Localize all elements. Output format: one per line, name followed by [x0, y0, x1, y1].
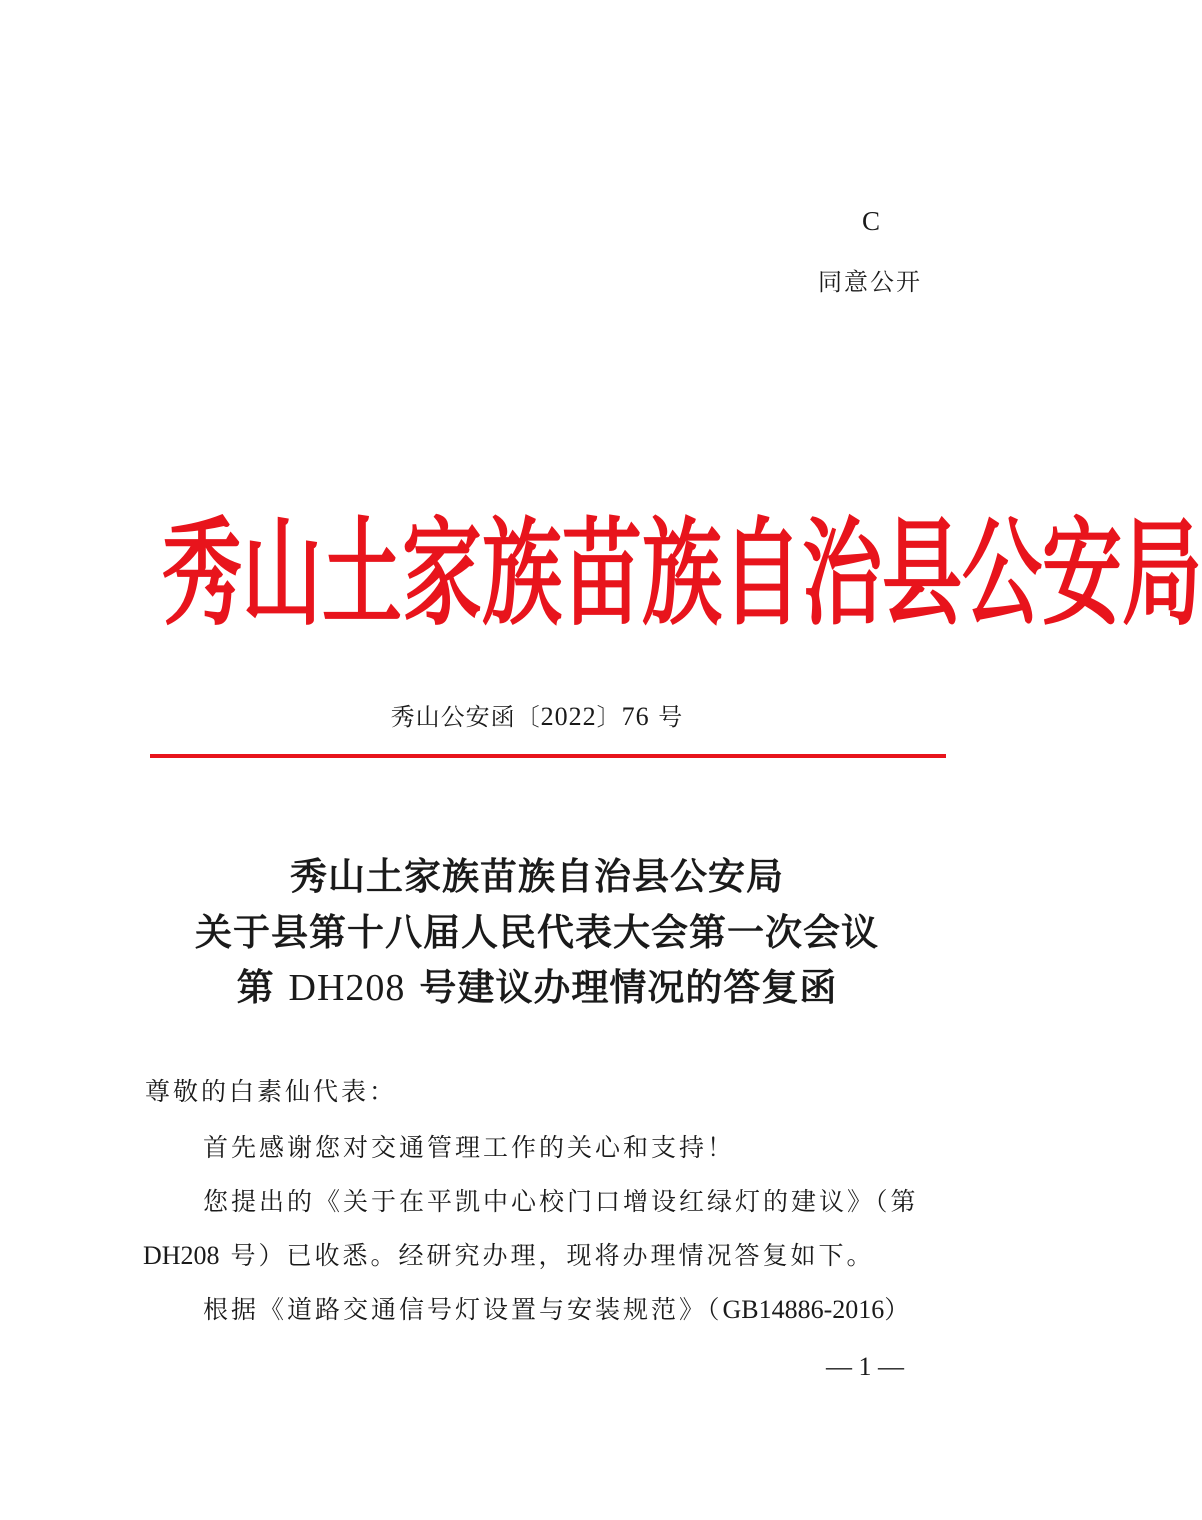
- org-title-char: 秀: [162, 505, 242, 641]
- document-level-mark: C: [862, 206, 881, 236]
- disclosure-status: 同意公开: [818, 268, 922, 296]
- red-divider-line: [150, 754, 946, 758]
- letter-heading-line-3: [0, 957, 1074, 1011]
- doc-number-year: 2022: [540, 702, 597, 731]
- p2-line2-text: 号）已收悉。经研究办理，现将办理情况答复如下。: [219, 1241, 875, 1270]
- standard-code: GB14886-2016: [722, 1295, 885, 1324]
- letter-heading-line-1: 秀山土家族苗族自治县公安局: [290, 854, 784, 898]
- org-title-char: 山: [242, 505, 322, 641]
- page-number: — 1 —: [826, 1352, 904, 1381]
- org-title-char: 族: [482, 505, 562, 641]
- p3-suffix: ）: [884, 1295, 913, 1324]
- letter-heading-line-2: 关于县第十八届人民代表大会第一次会议: [195, 910, 879, 954]
- doc-number-prefix: 秀山公安函〔: [390, 703, 541, 731]
- org-title-char: 自: [722, 505, 802, 641]
- doc-number-value: 76: [621, 702, 650, 731]
- heading-3-prefix: 第: [236, 965, 289, 1009]
- body-paragraph-1: 首先感谢您对交通管理工作的关心和支持！: [203, 1133, 736, 1162]
- org-title-char: 土: [322, 505, 402, 641]
- p3-prefix: 根据《道路交通信号灯设置与安装规范》（: [203, 1295, 723, 1324]
- org-title-char: 局: [1122, 505, 1202, 641]
- document-number: [0, 697, 1074, 732]
- doc-number-suffix: 号: [649, 703, 684, 731]
- body-paragraph-3-line-1: [203, 1290, 912, 1326]
- doc-number-mid: 〕: [596, 703, 622, 731]
- issuing-organization-title: [162, 498, 1202, 641]
- heading-3-suffix: 号建议办理情况的答复函: [405, 965, 838, 1009]
- salutation: 尊敬的白素仙代表：: [145, 1077, 398, 1106]
- heading-3-code: DH208: [288, 967, 406, 1009]
- proposal-code: DH208: [143, 1241, 220, 1270]
- org-title-char: 治: [802, 505, 882, 641]
- org-title-char: 公: [962, 505, 1042, 641]
- body-paragraph-2-line-2: [143, 1236, 875, 1272]
- org-title-char: 县: [882, 505, 962, 641]
- org-title-char: 族: [642, 505, 722, 641]
- body-paragraph-2-line-1: 您提出的《关于在平凯中心校门口增设红绿灯的建议》（第: [203, 1187, 919, 1216]
- org-title-char: 家: [402, 505, 482, 641]
- org-title-char: 安: [1042, 505, 1122, 641]
- org-title-char: 苗: [562, 505, 642, 641]
